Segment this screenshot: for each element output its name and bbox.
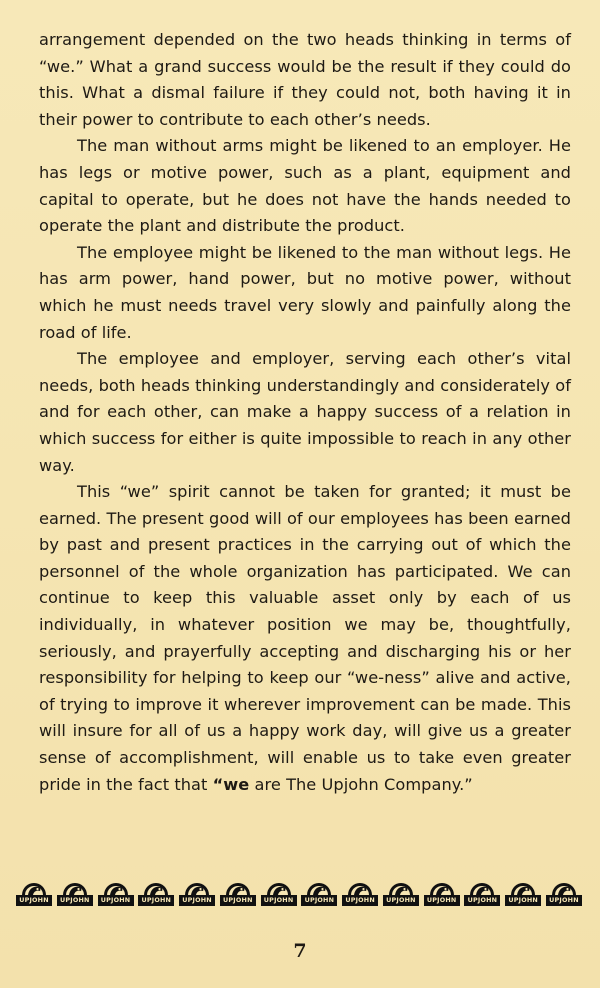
upjohn-logo-icon <box>383 872 419 906</box>
page-number: 7 <box>293 940 307 962</box>
logo-wordmark: UPJOHN <box>301 895 337 906</box>
paragraph-1: arrangement depended on the two heads thinking in terms of “we.” What a grand success would be the result if they could do this. What a dismal failure if they could not, both having it in their power to contribute to each other’s needs. <box>39 30 571 129</box>
logo-wordmark: UPJOHN <box>220 895 256 906</box>
logo-wordmark: UPJOHN <box>383 895 419 906</box>
logo-wordmark: UPJOHN <box>98 895 134 906</box>
upjohn-logo-icon <box>464 872 500 906</box>
globe-icon <box>346 872 374 895</box>
logo-wordmark: UPJOHN <box>342 895 378 906</box>
globe-icon <box>468 872 496 895</box>
upjohn-logo-border <box>16 872 582 906</box>
upjohn-logo-icon <box>424 872 460 906</box>
logo-wordmark: UPJOHN <box>57 895 93 906</box>
paragraph-3: The employee might be likened to the man without legs. He has arm power, hand power, but no motive power, without which he must needs travel very slowly and painfully along the road of life. <box>39 242 571 342</box>
logo-wordmark: UPJOHN <box>16 895 52 906</box>
upjohn-logo-icon <box>16 872 52 906</box>
upjohn-logo-icon <box>505 872 541 906</box>
globe-icon <box>142 872 170 895</box>
upjohn-logo-icon <box>57 872 93 906</box>
globe-icon <box>61 872 89 895</box>
upjohn-logo-icon <box>179 872 215 906</box>
globe-icon <box>183 872 211 895</box>
globe-icon <box>550 872 578 895</box>
paragraph-5-bold-we: “we <box>212 774 250 794</box>
globe-icon <box>509 872 537 895</box>
upjohn-logo-icon <box>546 872 582 906</box>
logo-wordmark: UPJOHN <box>138 895 174 906</box>
paragraph-4: The employee and employer, serving each other’s vital needs, both heads thinking understandingly and considerately of and for each other, can make a happy success of a relation in which success for either is quite impossible to reach in any other way. <box>39 349 571 475</box>
logo-wordmark: UPJOHN <box>505 895 541 906</box>
upjohn-logo-icon <box>261 872 297 906</box>
globe-icon <box>20 872 48 895</box>
logo-wordmark: UPJOHN <box>464 895 500 906</box>
paragraph-2: The man without arms might be likened to an employer. He has legs or motive power, such as a plant, equipment and capital to operate, but he does not have the hands needed to operate the plant and distribute the product. <box>39 136 571 236</box>
upjohn-logo-icon <box>301 872 337 906</box>
globe-icon <box>224 872 252 895</box>
upjohn-logo-icon <box>342 872 378 906</box>
body-text <box>39 27 571 798</box>
globe-icon <box>428 872 456 895</box>
logo-wordmark: UPJOHN <box>424 895 460 906</box>
logo-wordmark: UPJOHN <box>179 895 215 906</box>
upjohn-logo-icon <box>220 872 256 906</box>
globe-icon <box>265 872 293 895</box>
globe-icon <box>102 872 130 895</box>
logo-wordmark: UPJOHN <box>261 895 297 906</box>
paragraph-5-text: This “we” spirit cannot be taken for granted; it must be earned. The present good will of our employees has been earned by past and present practices in the carrying out of which the personnel of the whole organization has participated. We can continue to keep this valuable asset only by each of us individually, in whatever position we may be, thoughtfully, seriously, and prayerfully accepting and discharging his or her responsibility for helping to keep our “we-ness” alive and active, of trying to improve it wherever improvement can be made. This will insure for all of us a happy work day, will give us a greater sense of accomplishment, will enable us to take even greater pride in the fact that <box>39 482 571 794</box>
paragraph-5 <box>39 479 571 798</box>
upjohn-logo-icon <box>138 872 174 906</box>
globe-icon <box>387 872 415 895</box>
logo-wordmark: UPJOHN <box>546 895 582 906</box>
upjohn-logo-icon <box>98 872 134 906</box>
globe-icon <box>305 872 333 895</box>
paragraph-5-closing: are The Upjohn Company.” <box>249 774 473 794</box>
